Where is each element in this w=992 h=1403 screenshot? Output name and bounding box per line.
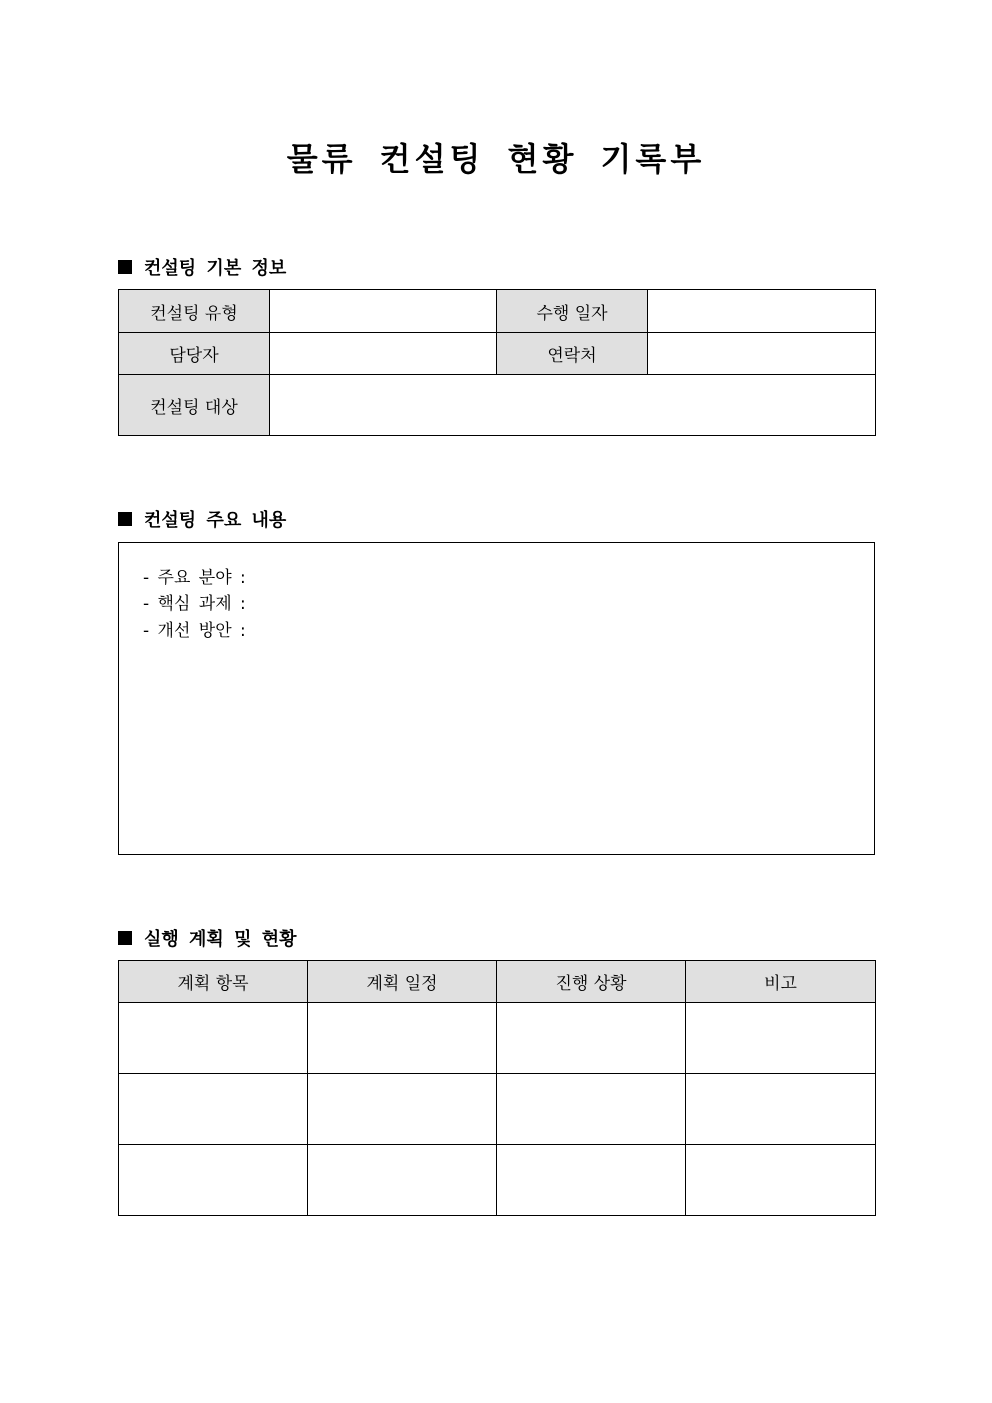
table-cell[interactable] — [119, 1003, 308, 1074]
table-row — [119, 1003, 876, 1074]
field-consulting-type[interactable] — [270, 290, 497, 333]
table-row — [119, 1074, 876, 1145]
table-cell[interactable] — [119, 1145, 308, 1216]
section-heading-basic-info — [118, 254, 286, 280]
label-execution-date: 수행 일자 — [497, 290, 648, 333]
table-cell[interactable] — [308, 1003, 497, 1074]
table-cell[interactable] — [497, 1003, 686, 1074]
table-cell[interactable] — [119, 1074, 308, 1145]
execution-plan-table — [118, 960, 876, 1216]
column-header-plan-item: 계획 항목 — [119, 961, 308, 1003]
section-heading-execution-plan — [118, 925, 297, 951]
section-heading-main-content — [118, 506, 286, 532]
field-execution-date[interactable] — [648, 290, 876, 333]
label-contact: 연락처 — [497, 333, 648, 375]
table-cell[interactable] — [686, 1003, 876, 1074]
black-square-bullet-icon — [118, 260, 132, 274]
main-content-box[interactable] — [118, 542, 875, 855]
section-heading-text: 컨설팅 기본 정보 — [144, 258, 287, 279]
table-row — [119, 1145, 876, 1216]
content-line-key-task: - 핵심 과제 : — [143, 594, 246, 614]
black-square-bullet-icon — [118, 931, 132, 945]
document-title: 물류 컨설팅 현황 기록부 — [286, 140, 706, 178]
table-cell[interactable] — [497, 1074, 686, 1145]
column-header-remarks: 비고 — [686, 961, 876, 1003]
field-contact[interactable] — [648, 333, 876, 375]
black-square-bullet-icon — [118, 512, 132, 526]
field-consulting-target[interactable] — [270, 375, 876, 436]
section-heading-text: 실행 계획 및 현황 — [144, 929, 297, 950]
basic-info-table — [118, 289, 876, 436]
table-cell[interactable] — [686, 1145, 876, 1216]
section-heading-text: 컨설팅 주요 내용 — [144, 510, 287, 531]
table-cell[interactable] — [308, 1145, 497, 1216]
table-cell[interactable] — [497, 1145, 686, 1216]
field-manager[interactable] — [270, 333, 497, 375]
label-consulting-target: 컨설팅 대상 — [119, 375, 270, 436]
label-consulting-type: 컨설팅 유형 — [119, 290, 270, 333]
column-header-progress: 진행 상황 — [497, 961, 686, 1003]
table-cell[interactable] — [686, 1074, 876, 1145]
content-line-main-field: - 주요 분야 : — [143, 568, 246, 588]
content-line-improvement-plan: - 개선 방안 : — [143, 621, 246, 641]
label-manager: 담당자 — [119, 333, 270, 375]
table-cell[interactable] — [308, 1074, 497, 1145]
column-header-plan-schedule: 계획 일정 — [308, 961, 497, 1003]
